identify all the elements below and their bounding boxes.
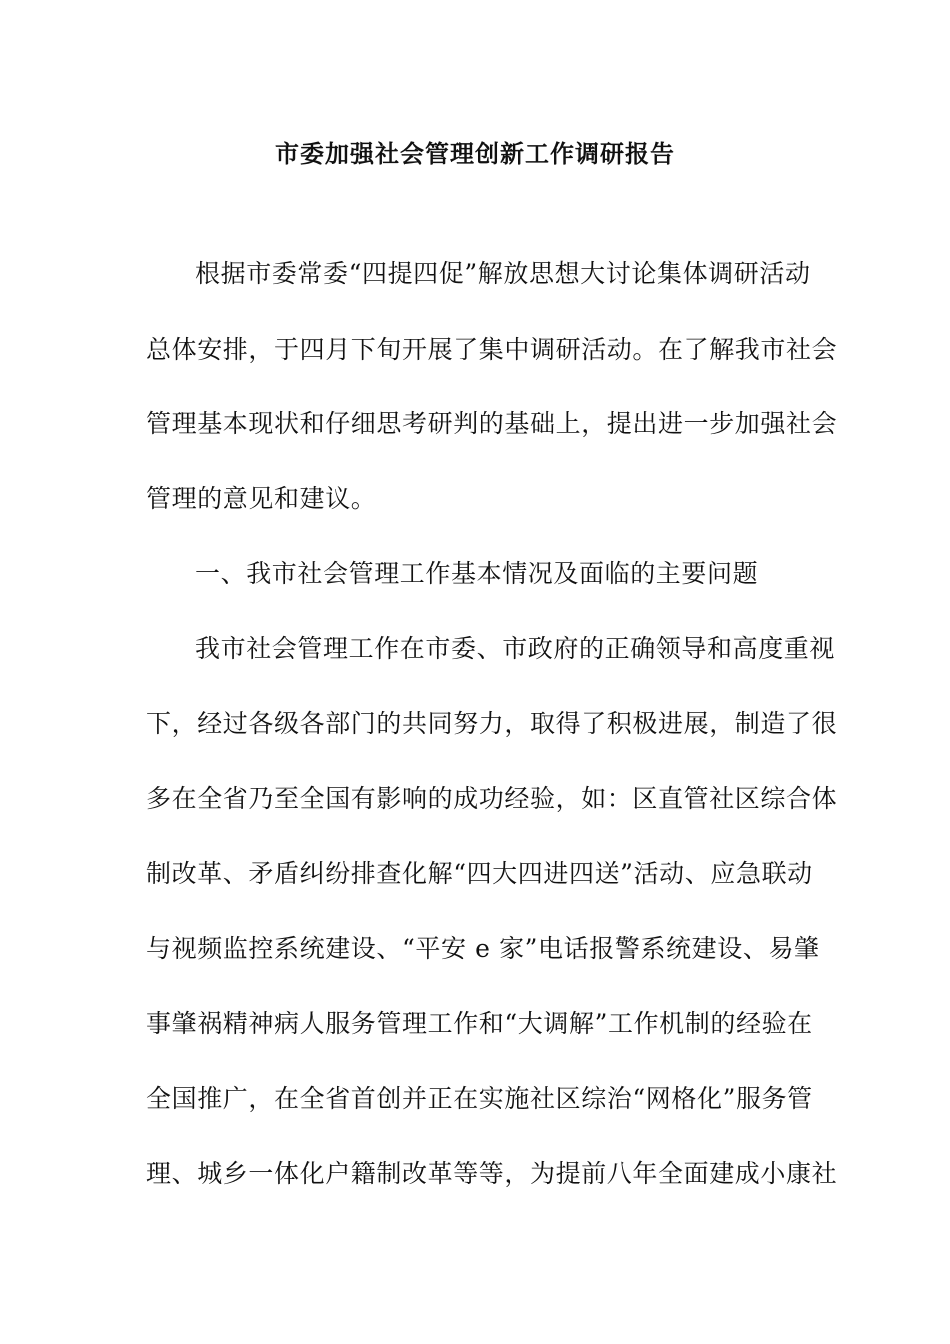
- paragraph-1-line-4: 管理的意见和建议。: [146, 484, 377, 513]
- section-heading-1: 一、我市社会管理工作基本情况及面临的主要问题: [195, 559, 759, 588]
- paragraph-2-line-6: 事肇祸精神病人服务管理工作和“大调解”工作机制的经验在: [146, 1009, 813, 1038]
- paragraph-2-line-3: 多在全省乃至全国有影响的成功经验，如：区直管社区综合体: [146, 784, 838, 813]
- paragraph-1-line-1: 根据市委常委“四提四促”解放思想大讨论集体调研活动: [195, 259, 811, 288]
- paragraph-2-line-5: 与视频监控系统建设、“平安 e 家”电话报警系统建设、易肇: [146, 934, 820, 963]
- paragraph-2-line-1: 我市社会管理工作在市委、市政府的正确领导和高度重视: [195, 634, 836, 663]
- paragraph-1-line-2: 总体安排，于四月下旬开展了集中调研活动。在了解我市社会: [146, 335, 838, 364]
- paragraph-2-line-8: 理、城乡一体化户籍制改革等等，为提前八年全面建成小康社: [146, 1159, 838, 1188]
- document-title: 市委加强社会管理创新工作调研报告: [275, 140, 675, 168]
- paragraph-2-line-7: 全国推广，在全省首创并正在实施社区综治“网格化”服务管: [146, 1084, 813, 1113]
- paragraph-2-line-4: 制改革、矛盾纠纷排查化解“四大四进四送”活动、应急联动: [146, 859, 813, 888]
- paragraph-1-line-3: 管理基本现状和仔细思考研判的基础上，提出进一步加强社会: [146, 409, 838, 438]
- paragraph-2-line-2: 下，经过各级各部门的共同努力，取得了积极进展，制造了很: [146, 709, 838, 738]
